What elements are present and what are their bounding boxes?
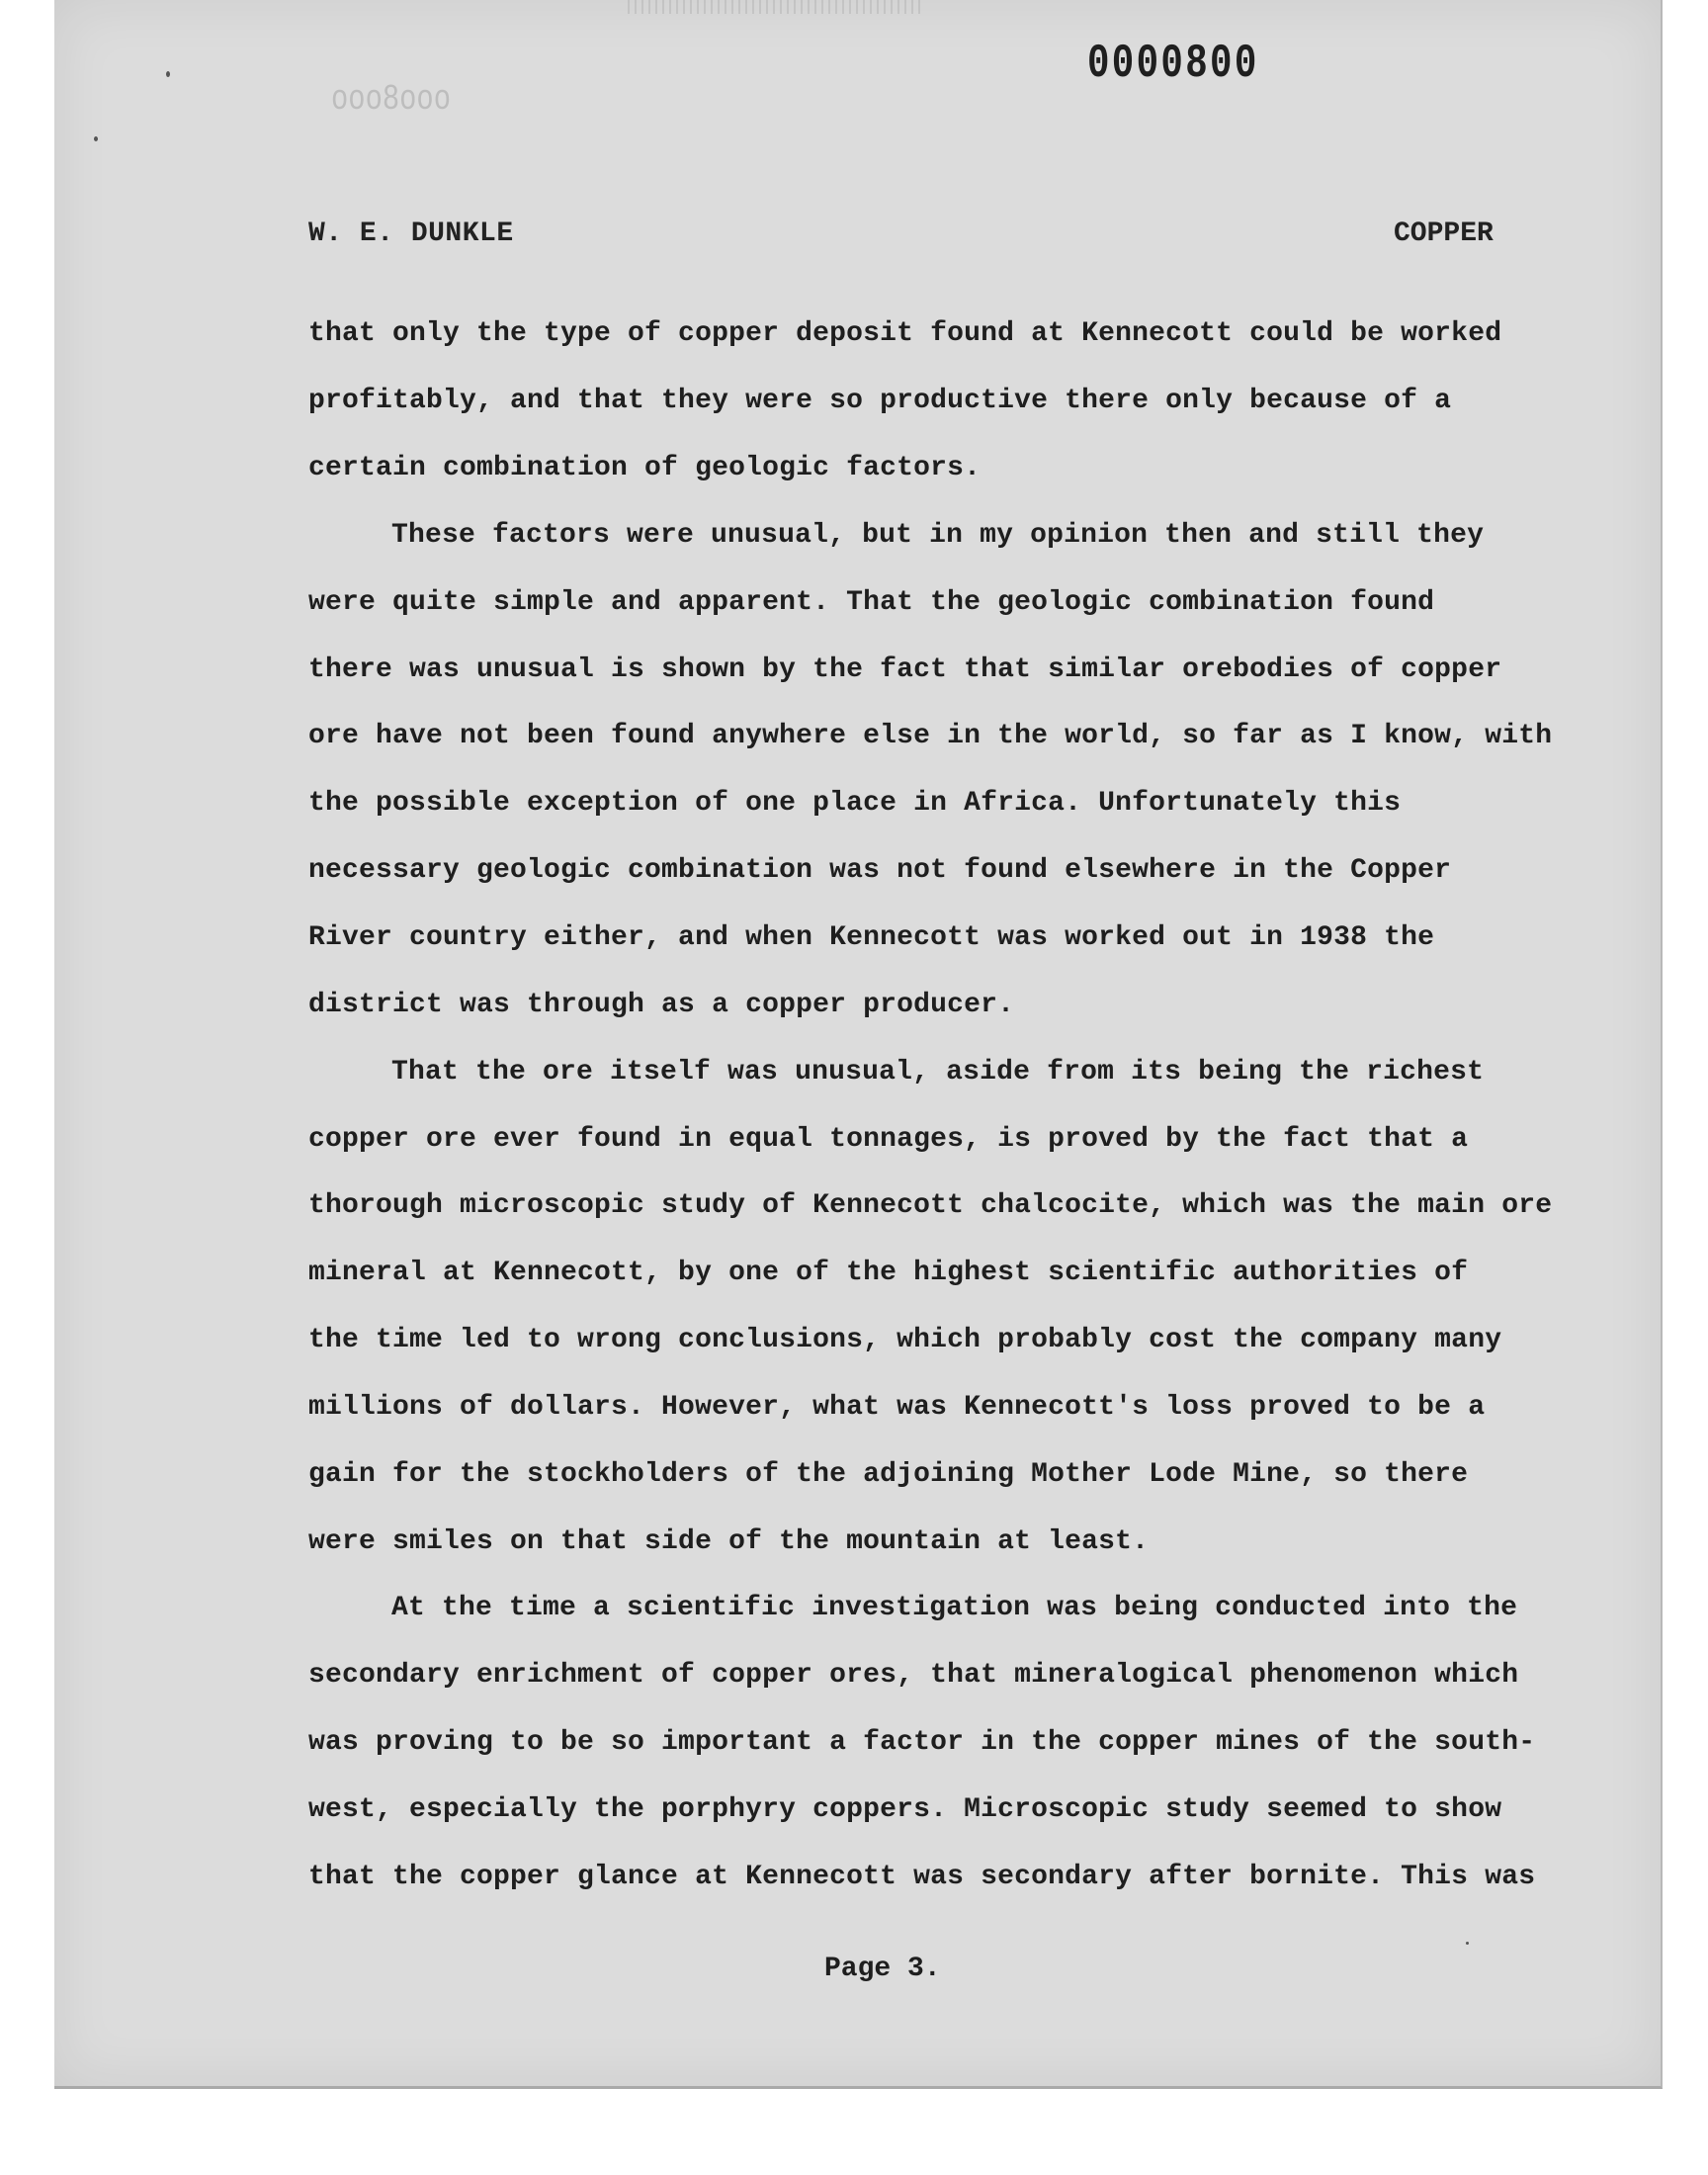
body-line: the time led to wrong conclusions, which probably cost the company many <box>308 1325 1502 1355</box>
body-line: necessary geologic combination was not found elsewhere in the Copper <box>308 855 1452 886</box>
scan-speck <box>94 136 98 141</box>
body-line: These factors were unusual, but in my opinion then and still they <box>391 520 1485 551</box>
body-line: thorough microscopic study of Kennecott chalcocite, which was the main ore <box>308 1190 1553 1221</box>
scan-speck <box>166 71 170 77</box>
body-line: was proving to be so important a factor in the copper mines of the south- <box>308 1727 1536 1758</box>
body-line: At the time a scientific investigation was being conducted into the <box>391 1593 1518 1623</box>
document-number: 0000800 <box>1087 38 1259 91</box>
body-line: were quite simple and apparent. That the geologic combination found <box>308 587 1435 618</box>
body-line: were smiles on that side of the mountain at least. <box>308 1526 1150 1557</box>
body-line: ore have not been found anywhere else in the world, so far as I know, with <box>308 721 1553 751</box>
scan-speck <box>1466 1942 1469 1945</box>
body-line: west, especially the porphyry coppers. Microscopic study seemed to show <box>308 1794 1502 1825</box>
scan-edge-noise <box>628 0 924 14</box>
subject-header: COPPER <box>1394 218 1494 249</box>
body-line: certain combination of geologic factors. <box>308 453 982 483</box>
body-line: mineral at Kennecott, by one of the highest scientific authorities of <box>308 1258 1469 1288</box>
body-line: that only the type of copper deposit found at Kennecott could be worked <box>308 318 1502 349</box>
body-line: millions of dollars. However, what was Kennecott's loss proved to be a <box>308 1392 1486 1423</box>
body-line: River country either, and when Kennecott was worked out in 1938 the <box>308 922 1435 953</box>
body-line: secondary enrichment of copper ores, that mineralogical phenomenon which <box>308 1660 1519 1691</box>
body-line: gain for the stockholders of the adjoining Mother Lode Mine, so there <box>308 1459 1469 1490</box>
body-line: the possible exception of one place in Africa. Unfortunately this <box>308 788 1402 819</box>
body-line: That the ore itself was unusual, aside from its being the richest <box>391 1057 1485 1088</box>
body-line: there was unusual is shown by the fact that similar orebodies of copper <box>308 654 1502 685</box>
page-number: Page 3. <box>824 1954 941 1984</box>
body-line: district was through as a copper producer. <box>308 990 1015 1020</box>
show-through-mark: ooo8ooo <box>331 79 451 120</box>
document-page <box>54 0 1663 2089</box>
body-line: profitably, and that they were so productive there only because of a <box>308 386 1452 416</box>
author-header: W. E. DUNKLE <box>308 218 514 249</box>
body-line: that the copper glance at Kennecott was secondary after bornite. This was <box>308 1862 1536 1892</box>
body-line: copper ore ever found in equal tonnages, is proved by the fact that a <box>308 1124 1469 1155</box>
